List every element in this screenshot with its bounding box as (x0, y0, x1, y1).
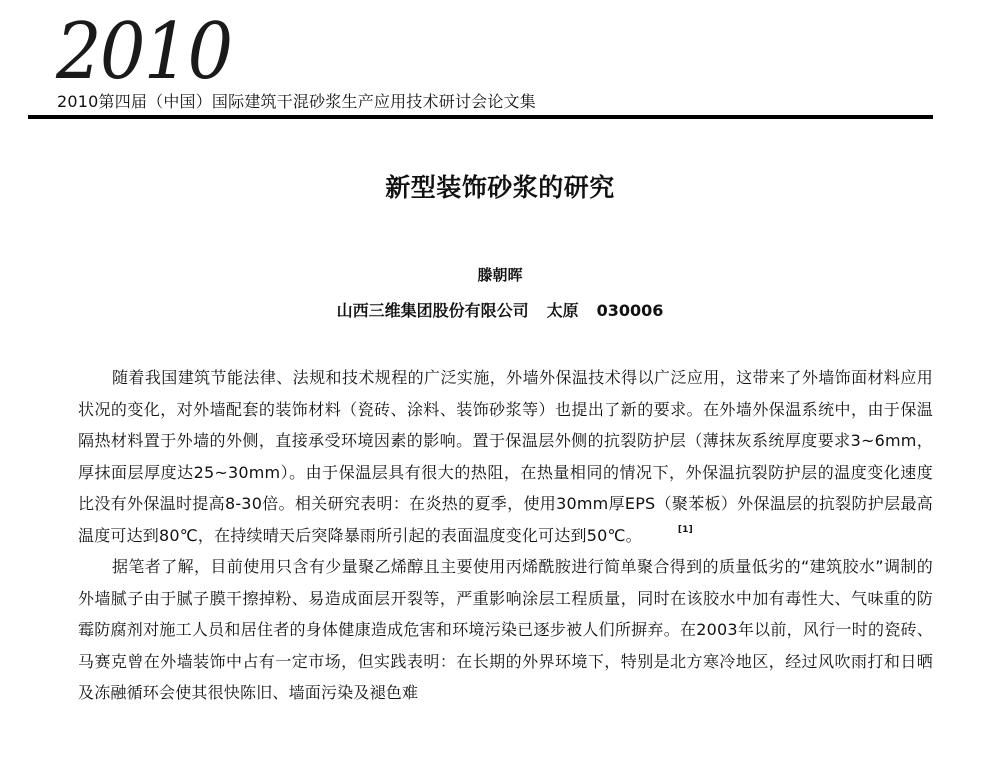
body-paragraph (78, 551, 933, 709)
paragraph-text: 据笔者了解，目前使用只含有少量聚乙烯醇且主要使用丙烯酰胺进行简单聚合得到的质量低劣的“建筑胶水”调制的外墙腻子由于腻子膜干擦掉粉、易造成面层开裂等，严重影响涂层工程质量，同时在该胶水中加有毒性大、气味重的防霉防腐剂对施工人员和居住者的身体健康造成危害和环境污染已逐步被人们所摒弃。在2003年以前，风行一时的瓷砖、马赛克曾在外墙装饰中占有一定市场，但实践表明：在长期的外界环境下，特别是北方寒冷地区，经过风吹雨打和日晒及冻融循环会使其很快陈旧、墙面污染及褪色难 (78, 557, 933, 702)
paragraph-text: 随着我国建筑节能法律、法规和技术规程的广泛实施，外墙外保温技术得以广泛应用，这带来了外墙饰面材料应用状况的变化，对外墙配套的装饰材料（瓷砖、涂料、装饰砂浆等）也提出了新的要求。在外墙外保温系统中，由于保温隔热材料置于外墙的外侧，直接承受环境因素的影响。置于保温层外侧的抗裂防护层（薄抹灰系统厚度要求3~6mm，厚抹面层厚度达25~30mm）。由于保温层具有很大的热阻，在热量相同的情况下，外保温抗裂防护层的温度变化速度比没有外保温时提高8-30倍。相关研究表明：在炎热的夏季，使用30mm厚EPS（聚苯板）外保温层的抗裂防护层最高温度可达到80℃，在持续晴天后突降暴雨所引起的表面温度变化可达到50℃。 (78, 368, 933, 545)
affiliation-postcode: 030006 (596, 301, 664, 320)
affiliation-organization: 山西三维集团股份有限公司 (336, 301, 529, 320)
running-header (0, 0, 1000, 125)
proceedings-title: 2010第四届（中国）国际建筑干混砂浆生产应用技术研讨会论文集 (57, 92, 536, 111)
author-affiliation (0, 300, 1000, 322)
paper-title: 新型装饰砂浆的研究 (385, 173, 615, 202)
affiliation-city: 太原 (546, 301, 579, 320)
body-paragraph (78, 362, 933, 551)
header-rule (28, 115, 933, 119)
author-name: 滕朝晖 (477, 266, 523, 284)
paper-body (78, 362, 933, 709)
header-year: 2010 (56, 7, 232, 97)
citation-marker: [1] (677, 524, 693, 535)
